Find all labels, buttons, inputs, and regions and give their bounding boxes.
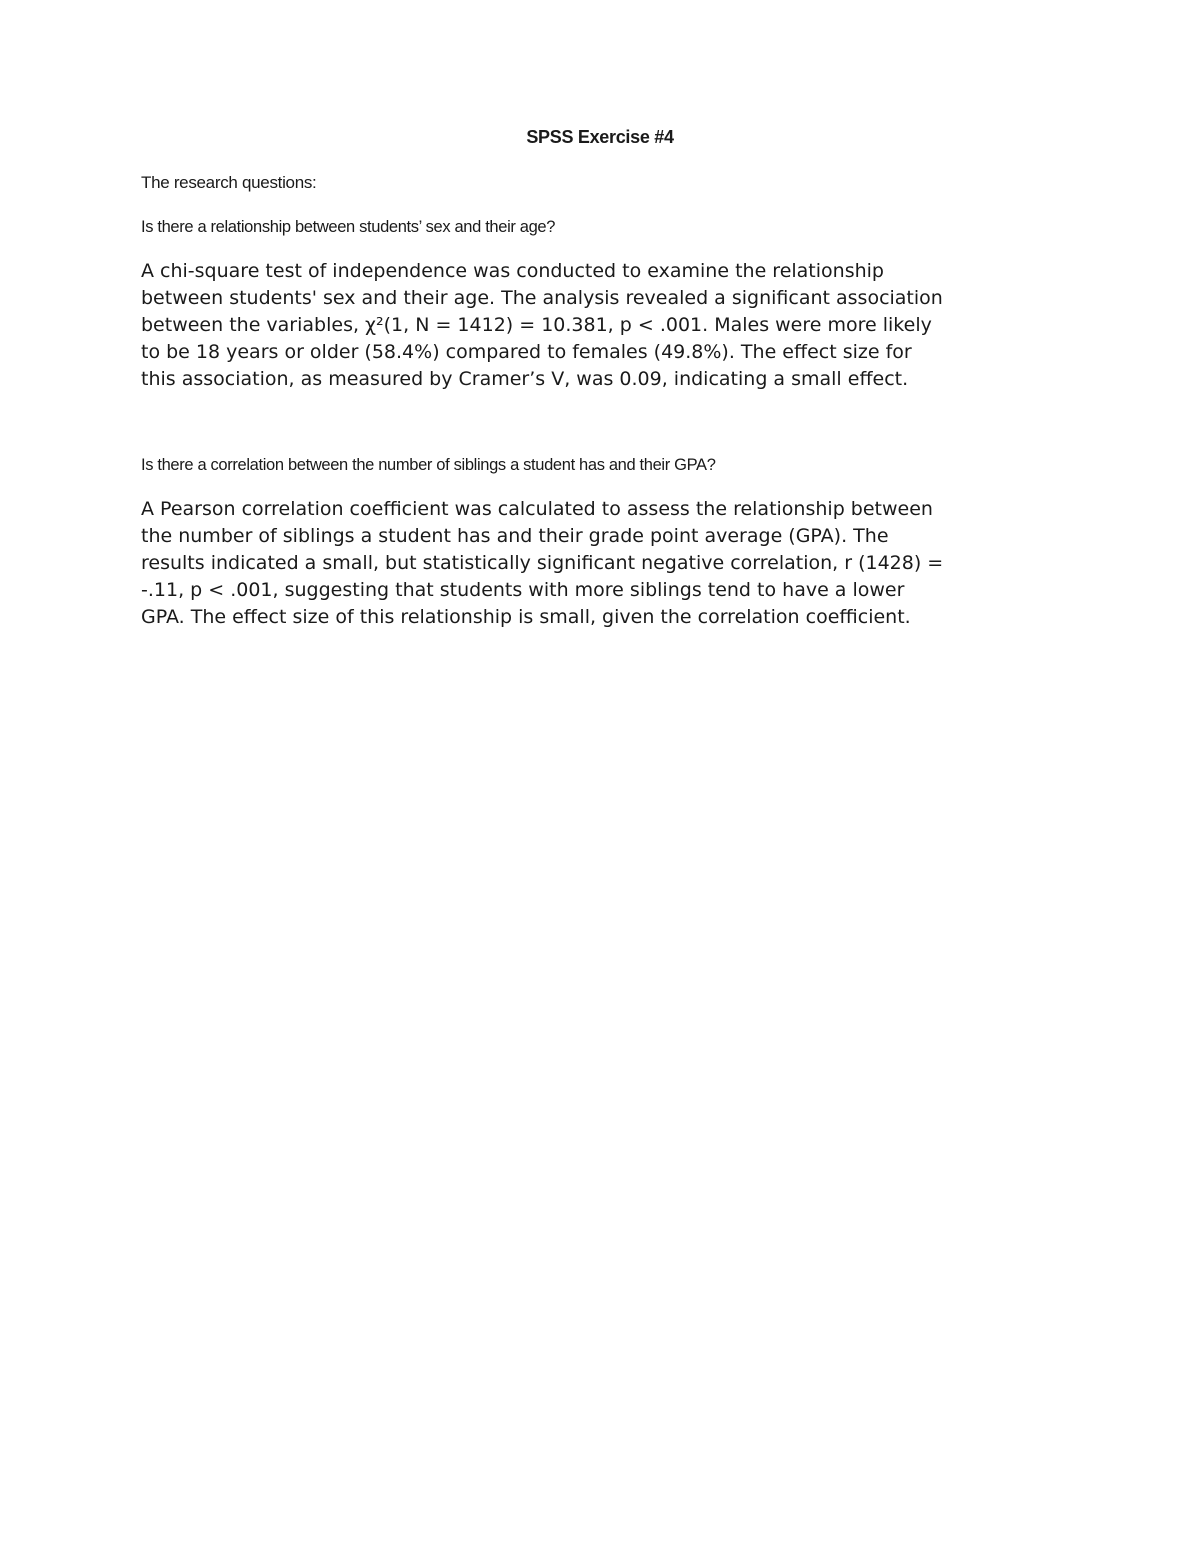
document-title: SPSS Exercise #4 (526, 127, 674, 147)
answer-2-line-2: the number of siblings a student has and their grade point average (GPA). The (141, 525, 889, 547)
answer-paragraph-1 (141, 258, 1061, 393)
answer-2-line-5: GPA. The effect size of this relationship is small, given the correlation coefficient. (141, 606, 911, 628)
intro-text: The research questions: (141, 173, 317, 192)
answer-2-line-1: A Pearson correlation coefficient was calculated to assess the relationship between (141, 498, 933, 520)
answer-1-line-3: between the variables, χ²(1, N = 1412) = 10.381, p < .001. Males were more likely (141, 314, 932, 336)
answer-2-line-4: -.11, p < .001, suggesting that students with more siblings tend to have a lower (141, 579, 905, 601)
answer-1-line-2: between students' sex and their age. The analysis revealed a significant association (141, 287, 943, 309)
answer-1-line-1: A chi-square test of independence was conducted to examine the relationship (141, 260, 884, 282)
research-question-1: Is there a relationship between students’ sex and their age? (141, 218, 556, 236)
research-question-2: Is there a correlation between the number of siblings a student has and their GPA? (141, 456, 716, 474)
answer-2-line-3: results indicated a small, but statistically significant negative correlation, r (1428) = (141, 552, 944, 574)
answer-1-line-4: to be 18 years or older (58.4%) compared to females (49.8%). The effect size for (141, 341, 912, 363)
answer-paragraph-2 (141, 496, 1061, 631)
answer-1-line-5: this association, as measured by Cramer’s V, was 0.09, indicating a small effect. (141, 368, 909, 390)
